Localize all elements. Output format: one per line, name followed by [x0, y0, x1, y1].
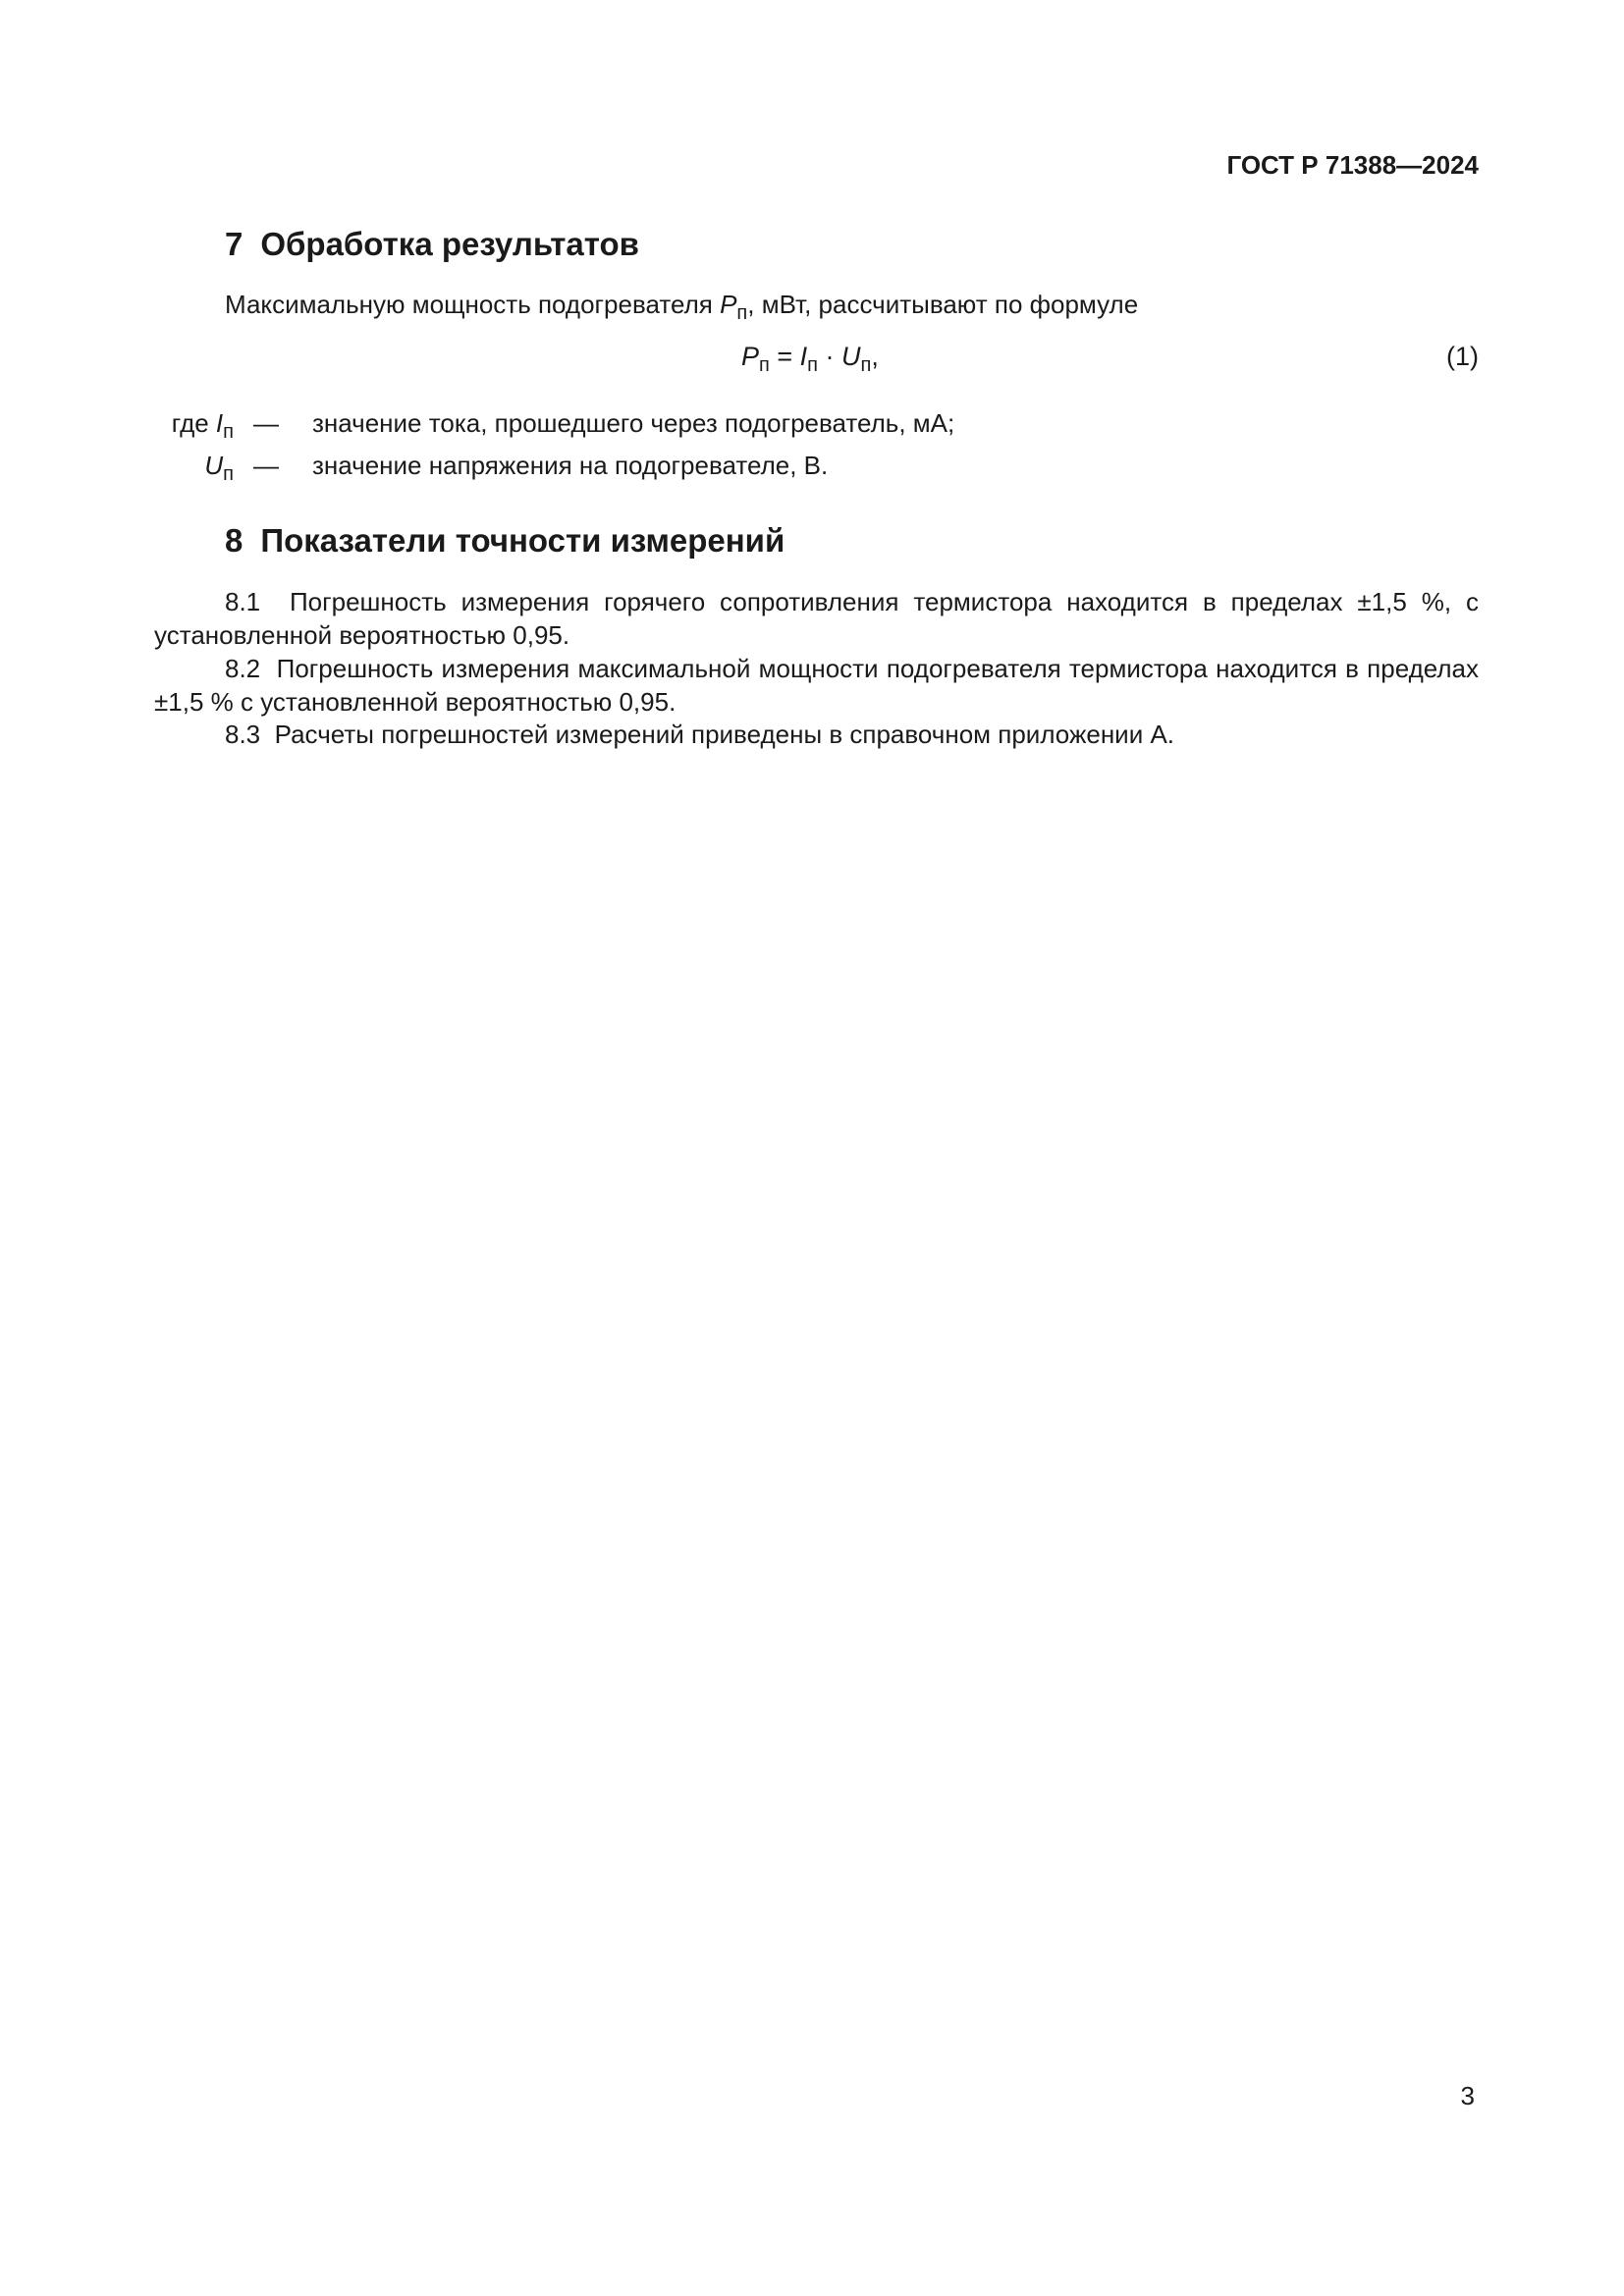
formula-factor-2: U	[841, 342, 861, 371]
formula-comma: ,	[871, 342, 879, 371]
intro-text-after: , мВт, рассчитывают по формуле	[747, 290, 1139, 319]
where-text-1: значение тока, прошедшего через подогреватель, мА;	[312, 408, 955, 438]
item-8-3-number: 8.3	[225, 720, 261, 749]
formula-1	[741, 342, 879, 376]
where-symbol-2-sub: п	[223, 463, 234, 485]
formula-equals: =	[769, 342, 800, 371]
page-number: 3	[1460, 2081, 1475, 2110]
item-8-3-text: Расчеты погрешностей измерений приведены в справочном приложении А.	[274, 720, 1175, 749]
where-word: где	[171, 408, 216, 438]
where-symbol-1	[171, 408, 234, 443]
formula-factor-1: I	[799, 342, 808, 371]
section-8-heading	[225, 522, 785, 560]
where-dash-1: —	[253, 408, 279, 438]
where-symbol-2	[204, 451, 234, 485]
section-7-intro	[225, 288, 1139, 324]
item-8-2-number: 8.2	[225, 654, 261, 683]
item-8-2-text: Погрешность измерения максимальной мощности подогревателя термистора находится в пределах ±1,5 % с установленной вероятностью 0,95.	[154, 654, 1480, 717]
where-row-2	[0, 451, 1624, 490]
item-8-1-text: Погрешность измерения горячего сопротивления термистора находится в пределах ±1,5 %, с установленной вероятностью 0,95.	[154, 587, 1479, 650]
formula-factor-2-sub: п	[860, 354, 872, 376]
formula-number: (1)	[1446, 342, 1479, 371]
intro-text: Максимальную мощность подогревателя	[225, 290, 721, 319]
item-8-1-number: 8.1	[225, 587, 261, 616]
formula-lhs-sub: п	[759, 354, 770, 376]
where-dash-2: —	[253, 451, 279, 480]
section-7-title: Обработка результатов	[260, 226, 639, 262]
section-8-number: 8	[225, 522, 244, 559]
where-symbol-1-sub: п	[223, 421, 234, 443]
formula-factor-1-sub: п	[807, 354, 818, 376]
formula-lhs: P	[741, 342, 760, 371]
item-8-2-paragraph	[154, 652, 1479, 719]
intro-symbol: P	[720, 290, 737, 319]
where-symbol-2-letter: U	[204, 451, 224, 480]
item-8-3-paragraph	[154, 718, 1479, 751]
section-8-title: Показатели точности измерений	[260, 522, 785, 559]
item-8-2	[154, 652, 1479, 719]
item-8-1	[154, 585, 1479, 652]
item-8-3	[154, 718, 1479, 751]
item-8-1-paragraph	[154, 585, 1479, 652]
where-text-2: значение напряжения на подогревателе, В.	[312, 451, 829, 480]
where-symbol-1-letter: I	[215, 408, 224, 438]
intro-symbol-sub: п	[736, 302, 748, 324]
formula-dot: ·	[818, 342, 841, 371]
document-code: ГОСТ Р 71388—2024	[1226, 150, 1479, 180]
where-row-1	[0, 408, 1624, 448]
section-7-heading	[225, 226, 639, 263]
section-7-number: 7	[225, 226, 244, 262]
